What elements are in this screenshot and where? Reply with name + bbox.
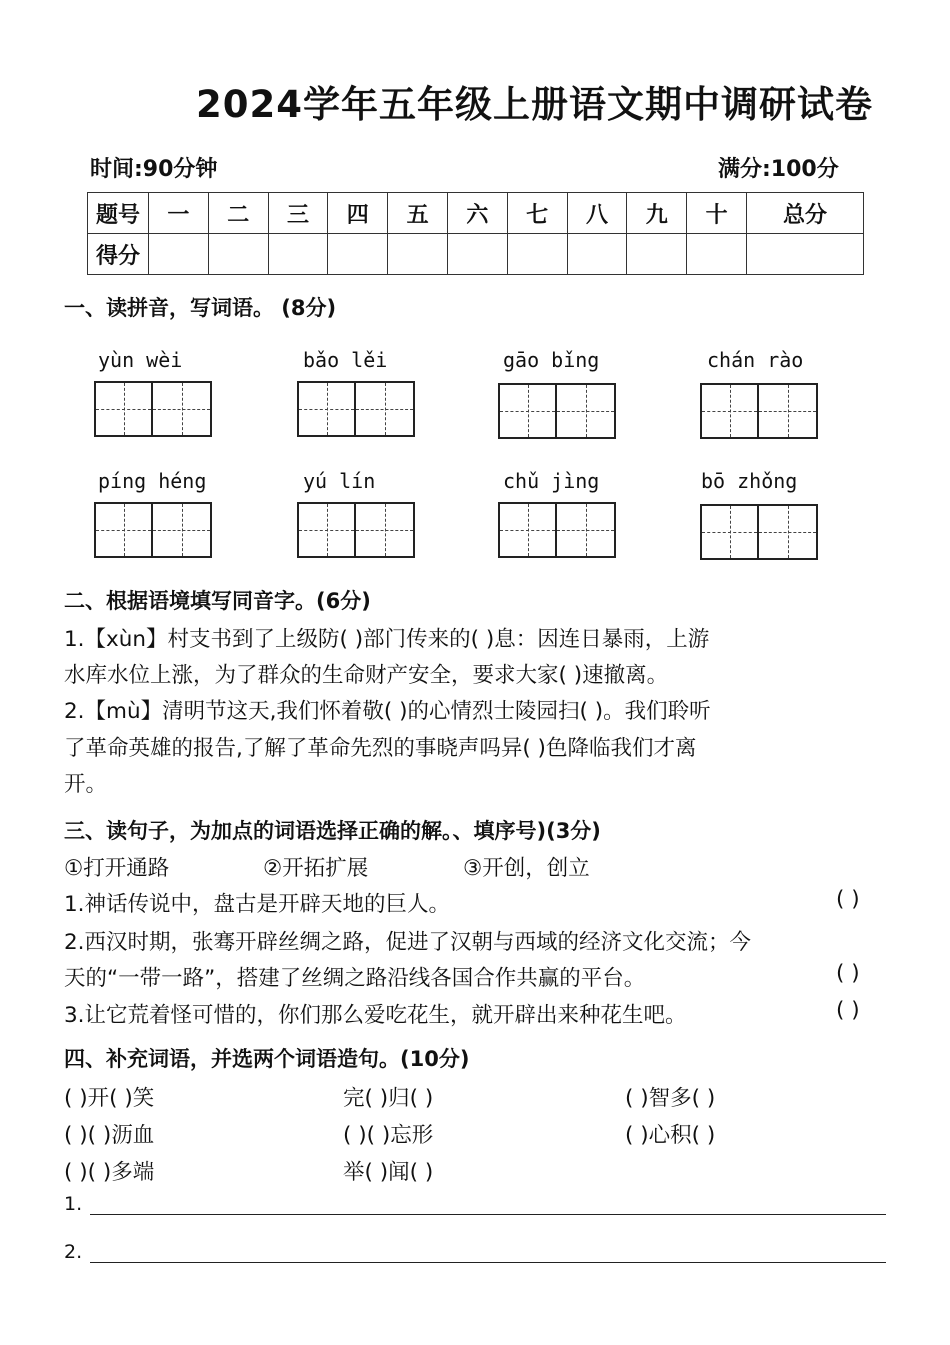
idiom-blank[interactable]: ( )( )忘形: [343, 1123, 434, 1148]
idiom-blank[interactable]: ( )心积( ): [625, 1123, 716, 1148]
pinyin-label: bǎo lěi: [303, 348, 388, 372]
pinyin-label: yú lín: [303, 469, 376, 493]
score-col: 九: [627, 193, 687, 234]
writing-grid[interactable]: [700, 383, 818, 439]
score-cell[interactable]: [507, 234, 567, 275]
score-cell[interactable]: [268, 234, 328, 275]
score-cell[interactable]: [328, 234, 388, 275]
score-table-value-row: [88, 234, 864, 275]
idiom-blank[interactable]: ( )开( )笑: [64, 1086, 155, 1111]
question-text: 1.神话传说中，盘古是开辟天地的巨人。: [64, 892, 451, 917]
answer-paren[interactable]: ( ): [836, 998, 860, 1023]
idiom-blank[interactable]: ( )智多( ): [625, 1086, 716, 1111]
score-cell[interactable]: [627, 234, 687, 275]
answer-paren[interactable]: ( ): [836, 961, 860, 986]
score-table: [87, 192, 864, 275]
exam-time: 时间:90分钟: [90, 157, 218, 182]
writing-grid[interactable]: [94, 502, 212, 558]
writing-grid[interactable]: [297, 502, 415, 558]
option: ③开创，创立: [463, 856, 590, 881]
question-text: 1.【xùn】村支书到了上级防( )部门传来的( )息：因连日暴雨，上游: [64, 627, 710, 652]
score-table-header-row: [88, 193, 864, 234]
score-cell[interactable]: [687, 234, 747, 275]
pinyin-label: chán rào: [707, 348, 804, 372]
score-cell[interactable]: [388, 234, 448, 275]
score-cell[interactable]: [746, 234, 863, 275]
writing-grid[interactable]: [700, 504, 818, 560]
score-col-total: 总分: [746, 193, 863, 234]
answer-paren[interactable]: ( ): [836, 887, 860, 912]
score-col: 一: [149, 193, 209, 234]
writing-grid[interactable]: [498, 383, 616, 439]
option: ①打开通路: [64, 856, 170, 881]
pinyin-label: gāo bǐng: [503, 348, 600, 372]
score-header-label: 题号: [88, 193, 149, 234]
question-text: 了革命英雄的报告,了解了革命先烈的事晓声吗异( )色降临我们才离: [64, 736, 697, 761]
score-col: 四: [328, 193, 388, 234]
score-col: 三: [268, 193, 328, 234]
question-text: 3.让它荒着怪可惜的，你们那么爱吃花生，就开辟出来种花生吧。: [64, 1003, 687, 1028]
page-title: 2024学年五年级上册语文期中调研试卷: [196, 83, 873, 126]
score-col: 六: [447, 193, 507, 234]
writing-grid[interactable]: [498, 502, 616, 558]
answer-line[interactable]: [90, 1262, 886, 1263]
score-cell[interactable]: [149, 234, 209, 275]
full-score: 满分:100分: [718, 157, 839, 182]
score-col: 十: [687, 193, 747, 234]
score-cell[interactable]: [567, 234, 627, 275]
idiom-blank[interactable]: 完( )归( ): [343, 1086, 434, 1111]
section-2-heading: 二、根据语境填写同音字。(6分): [64, 589, 371, 613]
score-col: 七: [507, 193, 567, 234]
option: ②开拓扩展: [263, 856, 369, 881]
idiom-blank[interactable]: ( )( )沥血: [64, 1123, 155, 1148]
score-col: 五: [388, 193, 448, 234]
writing-grid[interactable]: [94, 381, 212, 437]
pinyin-label: píng héng: [98, 469, 207, 493]
idiom-blank[interactable]: 举( )闻( ): [343, 1160, 434, 1185]
question-text: 开。: [64, 772, 108, 797]
pinyin-label: yùn wèi: [98, 348, 183, 372]
question-text: 2.西汉时期，张骞开辟丝绸之路，促进了汉朝与西域的经济文化交流；今: [64, 930, 752, 955]
score-cell[interactable]: [447, 234, 507, 275]
score-cell[interactable]: [208, 234, 268, 275]
pinyin-label: bō zhǒng: [701, 469, 798, 493]
sentence-number: 2.: [64, 1241, 83, 1263]
score-col: 八: [567, 193, 627, 234]
idiom-blank[interactable]: ( )( )多端: [64, 1160, 155, 1185]
question-text: 水库水位上涨，为了群众的生命财产安全，要求大家( )速撤离。: [64, 663, 669, 688]
writing-grid[interactable]: [297, 381, 415, 437]
question-text: 天的“一带一路”，搭建了丝绸之路沿线各国合作共赢的平台。: [64, 966, 646, 991]
section-4-heading: 四、补充词语，并选两个词语造句。(10分): [64, 1047, 470, 1071]
answer-line[interactable]: [90, 1214, 886, 1215]
score-col: 二: [208, 193, 268, 234]
section-1-heading: 一、读拼音，写词语。 (8分): [64, 296, 337, 320]
sentence-number: 1.: [64, 1193, 83, 1215]
question-text: 2.【mù】清明节这天,我们怀着敬( )的心情烈士陵园扫( )。我们聆听: [64, 699, 711, 724]
section-3-heading: 三、读句子，为加点的词语选择正确的解。、填序号)(3分): [64, 819, 601, 843]
pinyin-label: chǔ jìng: [503, 469, 600, 493]
score-row-label: 得分: [88, 234, 149, 275]
